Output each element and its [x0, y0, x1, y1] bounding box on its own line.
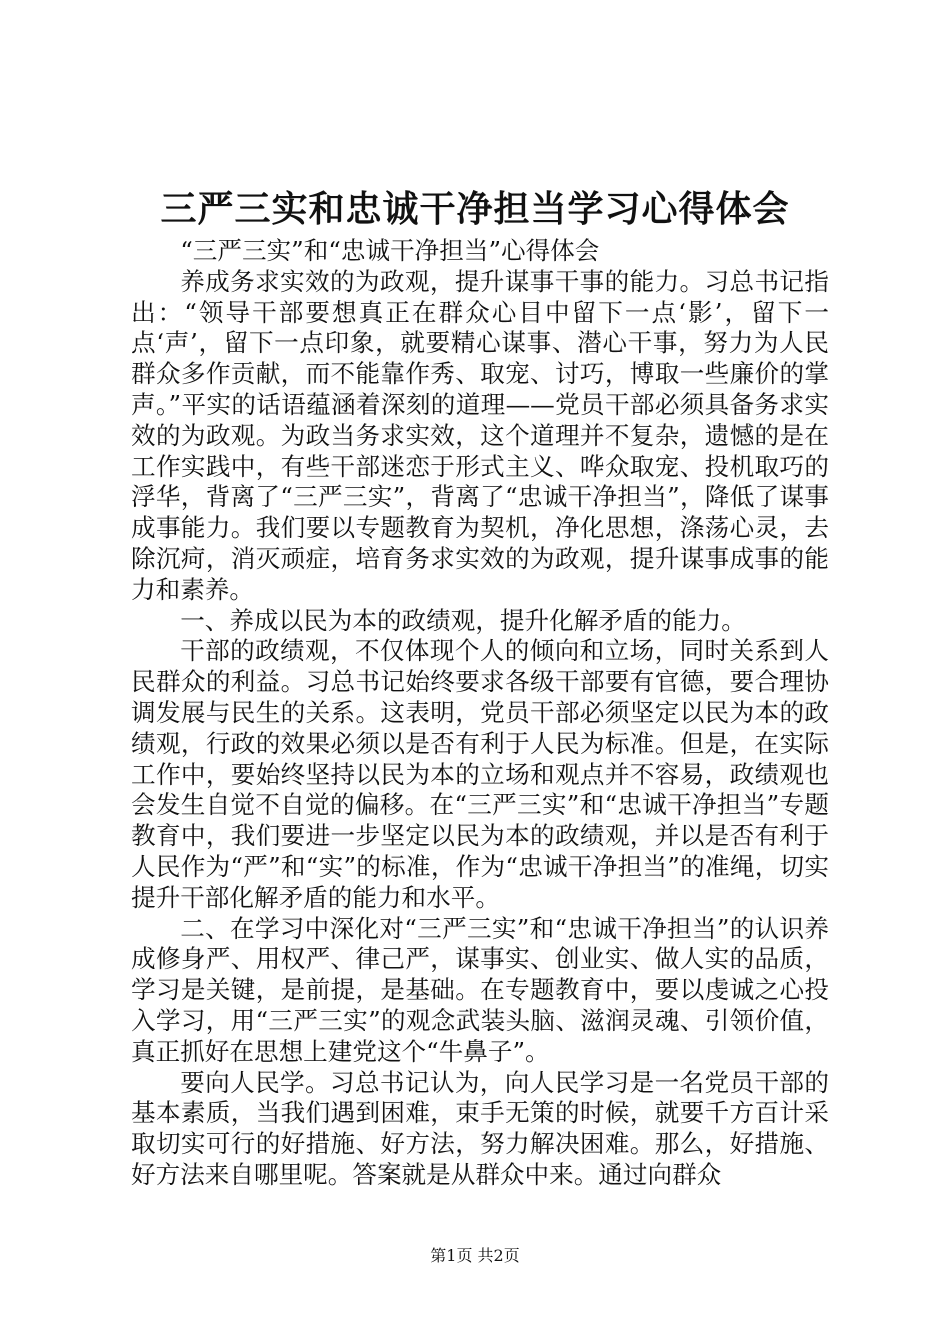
paragraph-subtitle: “三严三实”和“忠诚干净担当”心得体会 [180, 236, 600, 265]
section-heading-1: 一、养成以民为本的政绩观，提升化解矛盾的能力。 [180, 605, 746, 635]
page-number-footer: 第1页 共2页 [430, 1246, 520, 1265]
paragraph: 养成务求实效的为政观，提升谋事干事的能力。习总书记指出：“领导干部要想真正在群众心目中留下一点‘影’，留下一点‘声’，留下一点印象，就要精心谋事、潜心干事，努力为人民群众多作贡献，而不能靠作秀、取宠、讨巧，博取一些廉价的掌声。”平实的话语蕴涵着深刻的道理——党员干部必须具备务求实效的为政观。为政当务求实效，这个道理并不复杂，遗憾的是在工作实践中，有些干部迷恋于形式主义、哗众取宠、投机取巧的浮华，背离了“三严三实”，背离了“忠诚干净担当”，降低了谋事成事能力。我们要以专题教育为契机，净化思想，涤荡心灵，去除沉疴，消灭顽症，培育务求实效的为政观，提升谋事成事的能力和素养。 [131, 266, 829, 604]
section-heading-2: 二、在学习中深化对“三严三实”和“忠诚干净担当”的认识养成修身严、用权严、律己严，谋事实、创业实、做人实的品质，学习是关键，是前提，是基础。在专题教育中，要以虔诚之心投入学习，用“三严三实”的观念武装头脑、滋润灵魂、引领价值，真正抓好在思想上建党这个“牛鼻子”。 [131, 913, 829, 1066]
paragraph: 干部的政绩观，不仅体现个人的倾向和立场，同时关系到人民群众的利益。习总书记始终要求各级干部要有官德，要合理协调发展与民生的关系。这表明，党员干部必须坚定以民为本的政绩观，行政的效果必须以是否有利于人民为标准。但是，在实际工作中，要始终坚持以民为本的立场和观点并不容易，政绩观也会发生自觉不自觉的偏移。在“三严三实”和“忠诚干净担当”专题教育中，我们要进一步坚定以民为本的政绩观，并以是否有利于人民作为“严”和“实”的标准，作为“忠诚干净担当”的准绳，切实提升干部化解矛盾的能力和水平。 [131, 636, 829, 912]
paragraph: 要向人民学。习总书记认为，向人民学习是一名党员干部的基本素质，当我们遇到困难，束手无策的时候，就要千方百计采取切实可行的好措施、好方法，努力解决困难。那么，好措施、好方法来自哪里呢。答案就是从群众中来。通过向群众 [131, 1067, 829, 1189]
document-body [131, 236, 829, 1191]
document-title: 三严三实和忠诚干净担当学习心得体会 [160, 188, 790, 230]
